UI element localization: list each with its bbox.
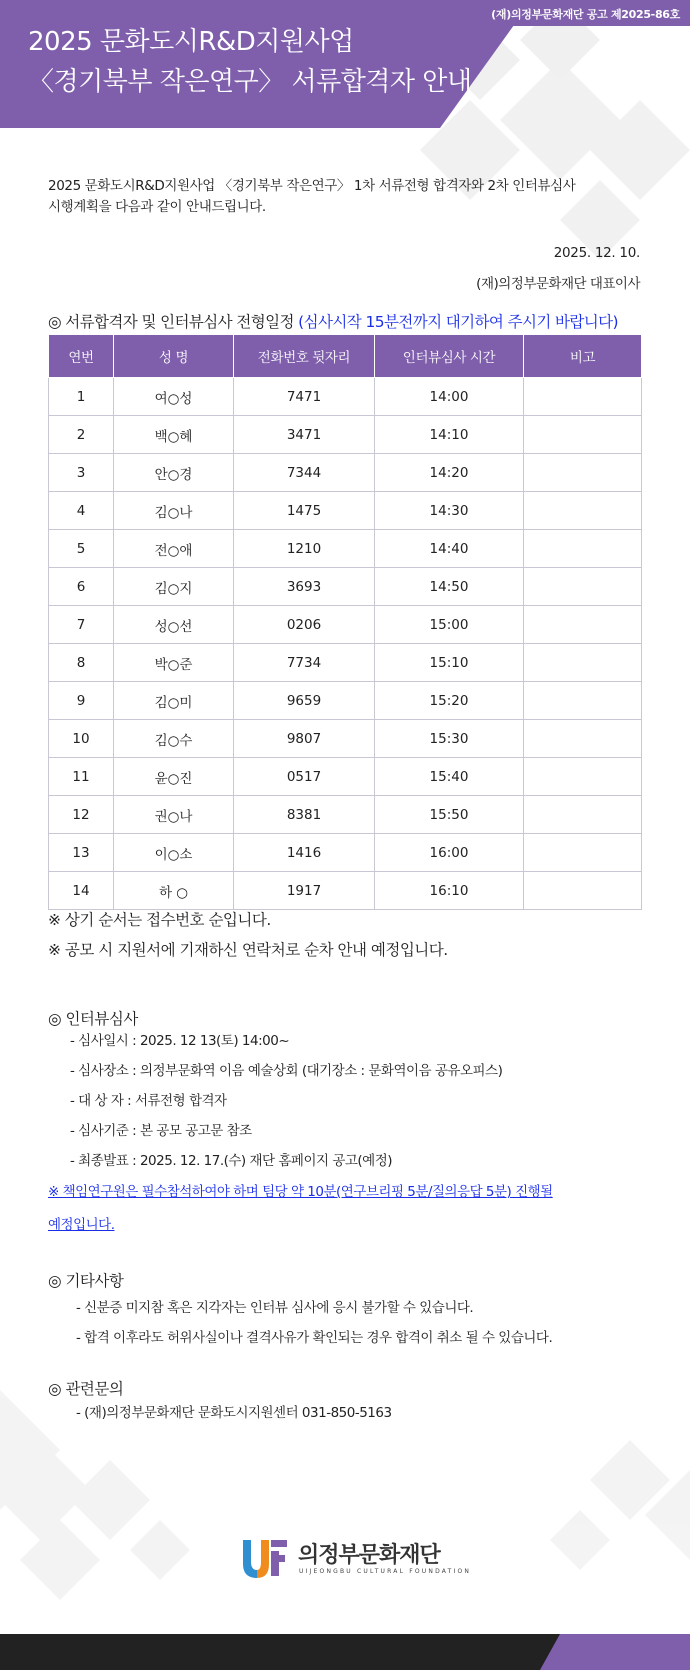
cell-name: 김○미	[114, 682, 234, 720]
cell-name: 김○수	[114, 720, 234, 758]
cell-phone: 3693	[234, 568, 375, 606]
cell-time: 15:00	[375, 606, 524, 644]
table-row	[49, 834, 642, 872]
cell-phone: 0206	[234, 606, 375, 644]
cell-phone: 9807	[234, 720, 375, 758]
cell-phone: 1416	[234, 834, 375, 872]
interview-warning	[48, 1176, 628, 1242]
col-header-remarks: 비고	[524, 335, 642, 378]
logo-subtitle: UIJEONGBU CULTURAL FOUNDATION	[299, 1568, 472, 1575]
others-title: ◎ 기타사항	[48, 1272, 124, 1290]
cell-number: 5	[49, 530, 114, 568]
cell-time: 14:00	[375, 378, 524, 416]
cell-phone: 1917	[234, 872, 375, 910]
cell-number: 14	[49, 872, 114, 910]
cell-time: 15:30	[375, 720, 524, 758]
foundation-logo	[241, 1537, 472, 1579]
cell-number: 13	[49, 834, 114, 872]
cell-number: 7	[49, 606, 114, 644]
interview-title: ◎ 인터뷰심사	[48, 1010, 138, 1028]
cell-remarks	[524, 378, 642, 416]
cell-remarks	[524, 758, 642, 796]
intro-line-1: 2025 문화도시R&D지원사업 〈경기북부 작은연구〉 1차 서류전형 합격자와 2차 인터뷰심사	[48, 178, 576, 194]
cell-remarks	[524, 872, 642, 910]
schedule-title	[48, 310, 618, 332]
table-row	[49, 796, 642, 834]
cell-time: 15:10	[375, 644, 524, 682]
title-line-1: 2025 문화도시R&D지원사업	[28, 27, 354, 57]
cell-remarks	[524, 606, 642, 644]
cell-name: 이○소	[114, 834, 234, 872]
table-row	[49, 720, 642, 758]
intro-text	[48, 176, 648, 218]
cell-number: 12	[49, 796, 114, 834]
schedule-title-text: ◎ 서류합격자 및 인터뷰심사 전형일정	[48, 313, 294, 331]
cell-remarks	[524, 530, 642, 568]
cell-number: 8	[49, 644, 114, 682]
contact-title: ◎ 관련문의	[48, 1380, 124, 1398]
cell-name: 김○나	[114, 492, 234, 530]
announcement-date: 2025. 12. 10.	[553, 245, 640, 261]
cell-phone: 0517	[234, 758, 375, 796]
logo-name: 의정부문화재단	[298, 1543, 440, 1568]
interview-item-criteria: - 심사기준 : 본 공모 공고문 참조	[70, 1123, 252, 1139]
cell-name: 전○애	[114, 530, 234, 568]
cell-remarks	[524, 720, 642, 758]
cell-time: 14:30	[375, 492, 524, 530]
interview-list	[70, 1026, 502, 1176]
col-header-number: 연번	[49, 335, 114, 378]
note-order: ※ 상기 순서는 접수번호 순입니다.	[48, 911, 271, 929]
schedule-table-body	[49, 378, 642, 910]
cell-time: 15:50	[375, 796, 524, 834]
table-row	[49, 378, 642, 416]
cell-time: 14:40	[375, 530, 524, 568]
schedule-title-note: (심사시작 15분전까지 대기하여 주시기 바랍니다)	[298, 313, 618, 331]
col-header-phone: 전화번호 뒷자리	[234, 335, 375, 378]
cell-name: 권○나	[114, 796, 234, 834]
cell-remarks	[524, 568, 642, 606]
cell-number: 6	[49, 568, 114, 606]
cell-remarks	[524, 834, 642, 872]
interview-item-datetime: - 심사일시 : 2025. 12 13(토) 14:00~	[70, 1033, 290, 1049]
cell-number: 3	[49, 454, 114, 492]
table-row	[49, 530, 642, 568]
cell-time: 16:00	[375, 834, 524, 872]
cell-name: 안○경	[114, 454, 234, 492]
table-row	[49, 682, 642, 720]
cell-number: 2	[49, 416, 114, 454]
cell-number: 9	[49, 682, 114, 720]
cell-number: 4	[49, 492, 114, 530]
interview-item-target: - 대 상 자 : 서류전형 합격자	[70, 1093, 227, 1109]
col-header-time: 인터뷰심사 시간	[375, 335, 524, 378]
warning-line-2: 예정입니다.	[48, 1217, 115, 1233]
cell-phone: 3471	[234, 416, 375, 454]
intro-line-2: 시행계획을 다음과 같이 안내드립니다.	[48, 199, 266, 215]
issuer: (재)의정부문화재단 대표이사	[476, 276, 640, 292]
cell-number: 1	[49, 378, 114, 416]
cell-time: 15:20	[375, 682, 524, 720]
cell-time: 14:10	[375, 416, 524, 454]
cell-time: 14:50	[375, 568, 524, 606]
cell-remarks	[524, 492, 642, 530]
table-row	[49, 568, 642, 606]
table-row	[49, 492, 642, 530]
cell-phone: 9659	[234, 682, 375, 720]
cell-phone: 8381	[234, 796, 375, 834]
table-header-row	[49, 335, 642, 378]
cell-number: 11	[49, 758, 114, 796]
others-item-cancel: - 합격 이후라도 허위사실이나 결격사유가 확인되는 경우 합격이 취소 될 수 있습니다.	[76, 1330, 553, 1346]
table-row	[49, 606, 642, 644]
interview-item-place: - 심사장소 : 의정부문화역 이음 예술상회 (대기장소 : 문화역이음 공유오피스)	[70, 1063, 503, 1079]
cell-name: 백○혜	[114, 416, 234, 454]
contact-list	[76, 1398, 392, 1428]
page-title	[28, 22, 472, 102]
cell-remarks	[524, 644, 642, 682]
warning-line-1: ※ 책임연구원은 필수참석하여야 하며 팀당 약 10분(연구브리핑 5분/질의응답 5분) 진행될	[48, 1184, 553, 1200]
table-row	[49, 758, 642, 796]
schedule-table	[48, 335, 642, 910]
cell-remarks	[524, 796, 642, 834]
cell-name: 하 ○	[114, 872, 234, 910]
cell-remarks	[524, 682, 642, 720]
footer-band	[0, 1634, 690, 1670]
cell-phone: 1210	[234, 530, 375, 568]
title-line-2: 〈경기북부 작은연구〉 서류합격자 안내	[28, 67, 472, 97]
table-row	[49, 454, 642, 492]
note-contact: ※ 공모 시 지원서에 기재하신 연락처로 순차 안내 예정입니다.	[48, 941, 448, 959]
others-item-id: - 신분증 미지참 혹은 지각자는 인터뷰 심사에 응시 불가할 수 있습니다.	[76, 1300, 474, 1316]
cell-phone: 1475	[234, 492, 375, 530]
cell-number: 10	[49, 720, 114, 758]
table-row	[49, 872, 642, 910]
cell-remarks	[524, 454, 642, 492]
table-row	[49, 416, 642, 454]
cell-name: 박○준	[114, 644, 234, 682]
cell-phone: 7734	[234, 644, 375, 682]
cell-name: 김○지	[114, 568, 234, 606]
others-list	[76, 1293, 552, 1353]
notes	[48, 905, 448, 965]
table-row	[49, 644, 642, 682]
cell-time: 14:20	[375, 454, 524, 492]
cell-time: 16:10	[375, 872, 524, 910]
cell-time: 15:40	[375, 758, 524, 796]
cell-phone: 7344	[234, 454, 375, 492]
cell-name: 윤○진	[114, 758, 234, 796]
contact-item: - (재)의정부문화재단 문화도시지원센터 031-850-5163	[76, 1405, 392, 1421]
cell-remarks	[524, 416, 642, 454]
notice-number: (재)의정부문화재단 공고 제2025-86호	[491, 8, 680, 21]
interview-item-announcement: - 최종발표 : 2025. 12. 17.(수) 재단 홈페이지 공고(예정)	[70, 1153, 393, 1169]
cell-name: 성○선	[114, 606, 234, 644]
cell-phone: 7471	[234, 378, 375, 416]
logo-mark-icon	[241, 1538, 289, 1578]
cell-name: 여○성	[114, 378, 234, 416]
col-header-name: 성 명	[114, 335, 234, 378]
